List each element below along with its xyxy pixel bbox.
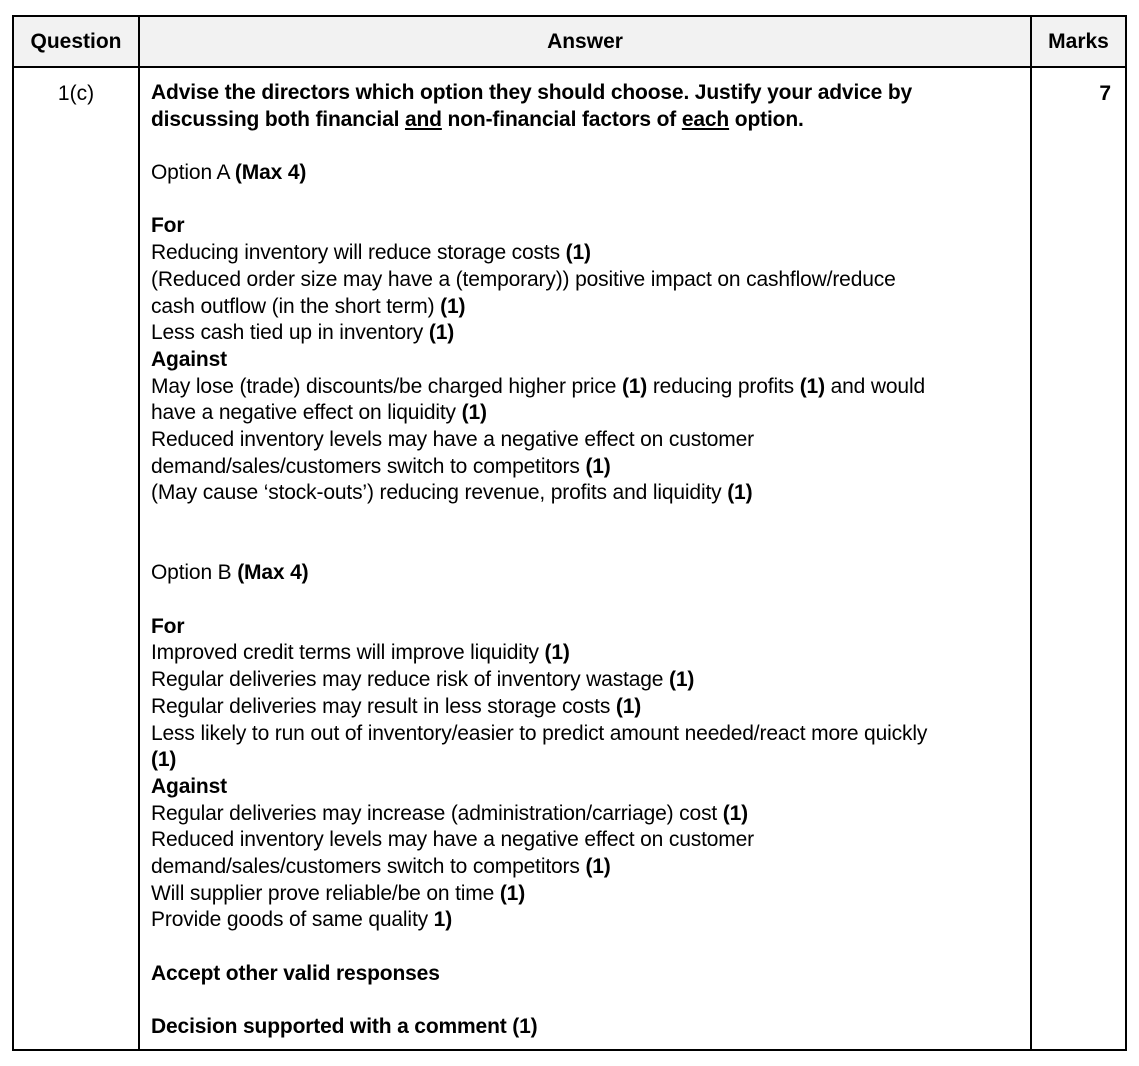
answer-line bbox=[151, 667, 1030, 694]
header-question: Question bbox=[13, 16, 139, 67]
answer-cell bbox=[139, 67, 1031, 1050]
answer-text: (Max 4) bbox=[234, 161, 307, 185]
answer-text: demand/sales/customers switch to competitors bbox=[151, 854, 586, 878]
answer-text: Regular deliveries may result in less storage costs bbox=[151, 694, 616, 718]
answer-line bbox=[151, 1014, 1030, 1041]
answer-line bbox=[151, 961, 1030, 988]
answer-text: Regular deliveries may reduce risk of inventory wastage bbox=[151, 668, 670, 692]
answer-text: Provide goods of same quality bbox=[151, 908, 434, 932]
answer-text: (1) bbox=[151, 748, 177, 772]
answer-text: Less cash tied up in inventory bbox=[151, 321, 429, 345]
mark-scheme-table bbox=[12, 15, 1127, 1051]
blank-line bbox=[151, 987, 1030, 1014]
answer-line bbox=[151, 240, 1030, 267]
question-number: 1(c) bbox=[13, 67, 139, 1050]
answer-text: Reduced inventory levels may have a negative effect on customer bbox=[151, 828, 755, 852]
answer-text: Advise the directors which option they should choose. Justify your advice by bbox=[151, 81, 913, 104]
answer-text: Reduced inventory levels may have a negative effect on customer bbox=[151, 427, 755, 451]
answer-text: and bbox=[404, 107, 442, 131]
answer-text: and would bbox=[824, 374, 925, 398]
header-answer: Answer bbox=[139, 16, 1031, 67]
answer-text: For bbox=[151, 214, 185, 238]
answer-text: For bbox=[151, 614, 185, 638]
answer-line bbox=[151, 694, 1030, 721]
answer-text: Against bbox=[151, 347, 227, 371]
answer-line bbox=[151, 400, 1030, 427]
answer-text: Reducing inventory will reduce storage costs bbox=[151, 241, 566, 265]
answer-line bbox=[151, 454, 1030, 481]
answer-text: Against bbox=[151, 774, 227, 798]
blank-line bbox=[151, 587, 1030, 614]
answer-text: (1) bbox=[585, 454, 611, 478]
answer-line bbox=[151, 881, 1030, 908]
answer-text: Option B bbox=[151, 561, 238, 585]
answer-line bbox=[151, 267, 1030, 294]
blank-line bbox=[151, 133, 1030, 160]
answer-text: Will supplier prove reliable/be on time bbox=[151, 881, 500, 905]
answer-line bbox=[151, 907, 1030, 934]
blank-line bbox=[151, 934, 1030, 961]
answer-line bbox=[151, 640, 1030, 667]
answer-line bbox=[151, 560, 1030, 587]
table-row bbox=[13, 67, 1126, 1050]
answer-line bbox=[151, 347, 1030, 374]
answer-text: (1) bbox=[544, 641, 570, 665]
answer-text: (1) bbox=[428, 321, 455, 345]
answer-line bbox=[151, 854, 1030, 881]
marks-value: 7 bbox=[1031, 67, 1126, 1050]
answer-text: (Reduced order size may have a (temporary)) positive impact on cashflow/reduce bbox=[151, 267, 896, 291]
answer-text: (Max 4) bbox=[237, 561, 309, 585]
answer-text: May lose (trade) discounts/be charged higher price bbox=[151, 374, 622, 398]
answer-text: discussing both financial bbox=[151, 107, 405, 131]
answer-text: demand/sales/customers switch to competitors bbox=[151, 454, 586, 478]
blank-line bbox=[151, 507, 1030, 534]
answer-line bbox=[151, 801, 1030, 828]
answer-line bbox=[151, 294, 1030, 321]
answer-text: (1) bbox=[461, 401, 487, 425]
answer-text: Accept other valid responses bbox=[151, 961, 440, 985]
answer-line bbox=[151, 427, 1030, 454]
answer-text: Option A bbox=[151, 161, 235, 185]
answer-text: (1) bbox=[722, 801, 749, 825]
answer-text: cash outflow (in the short term) bbox=[151, 294, 441, 318]
answer-text: (1) bbox=[621, 374, 648, 398]
blank-line bbox=[151, 534, 1030, 561]
answer-line bbox=[151, 160, 1030, 187]
header-marks: Marks bbox=[1031, 16, 1126, 67]
answer-text: option. bbox=[729, 107, 804, 131]
answer-text: (1) bbox=[669, 668, 695, 692]
answer-text: Less likely to run out of inventory/easier to predict amount needed/react more quickly bbox=[151, 721, 928, 745]
answer-text: (1) bbox=[585, 854, 611, 878]
answer-text: (1) bbox=[565, 241, 591, 265]
answer-text: reducing profits bbox=[647, 374, 800, 398]
answer-line bbox=[151, 827, 1030, 854]
answer-text: have a negative effect on liquidity bbox=[151, 401, 462, 425]
answer-text: (1) bbox=[440, 294, 466, 318]
answer-text: Decision supported with a comment (1) bbox=[151, 1015, 538, 1039]
answer-text: (1) bbox=[727, 481, 753, 505]
answer-line bbox=[151, 80, 1030, 107]
answer-line bbox=[151, 721, 1030, 748]
answer-line bbox=[151, 774, 1030, 801]
answer-line bbox=[151, 480, 1030, 507]
answer-text: Regular deliveries may increase (administration/carriage) cost bbox=[151, 801, 723, 825]
answer-line bbox=[151, 107, 1030, 134]
answer-line bbox=[151, 320, 1030, 347]
answer-line bbox=[151, 614, 1030, 641]
answer-text: (1) bbox=[799, 374, 825, 398]
answer-line bbox=[151, 747, 1030, 774]
answer-text: (1) bbox=[615, 694, 642, 718]
answer-text: each bbox=[681, 107, 730, 131]
answer-text: (May cause ‘stock-outs’) reducing revenue, profits and liquidity bbox=[151, 481, 728, 505]
answer-text: (1) bbox=[499, 881, 526, 905]
answer-text: 1) bbox=[433, 908, 453, 932]
answer-line bbox=[151, 374, 1030, 401]
header-row bbox=[13, 16, 1126, 67]
answer-text: Improved credit terms will improve liquidity bbox=[151, 641, 545, 665]
blank-line bbox=[151, 187, 1030, 214]
answer-text: non-financial factors of bbox=[441, 107, 682, 131]
answer-line bbox=[151, 213, 1030, 240]
